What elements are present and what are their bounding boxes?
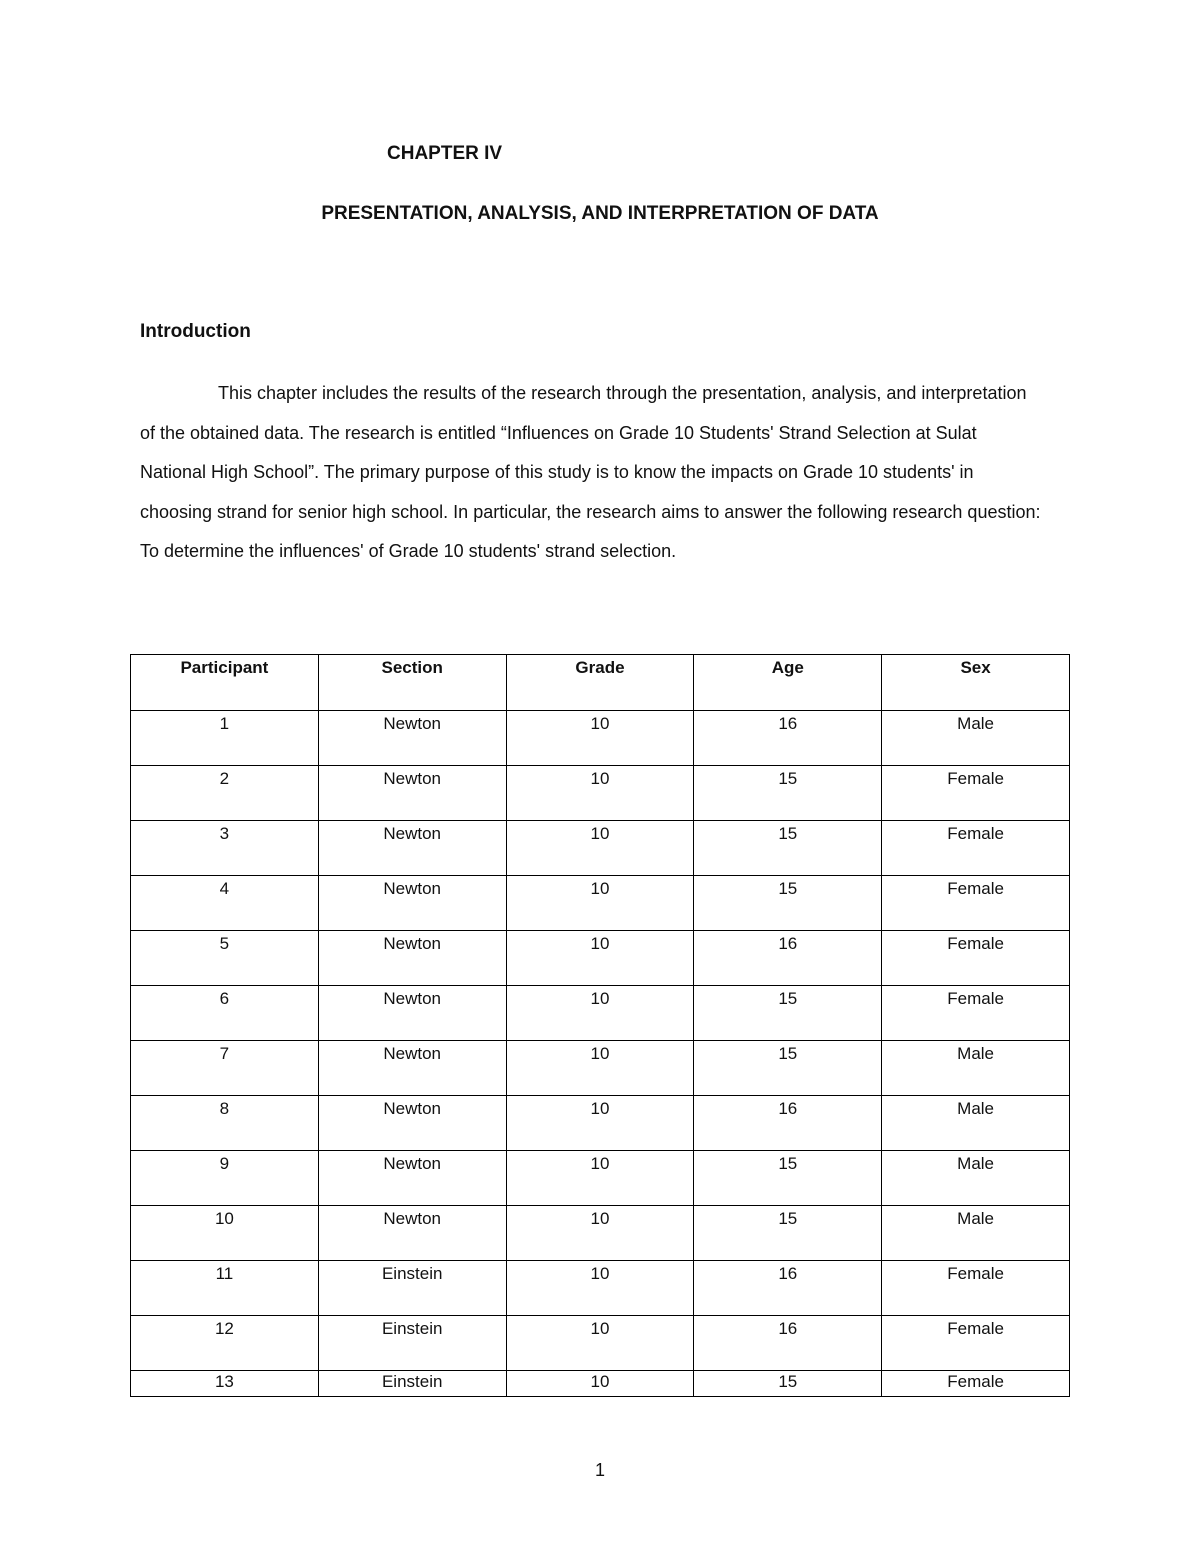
cell-section: Newton [318, 1096, 506, 1151]
header-sex: Sex [882, 655, 1070, 711]
cell-participant: 7 [131, 1041, 319, 1096]
cell-section: Einstein [318, 1371, 506, 1397]
cell-age: 15 [694, 1371, 882, 1397]
cell-participant: 9 [131, 1151, 319, 1206]
cell-section: Newton [318, 986, 506, 1041]
cell-section: Newton [318, 1151, 506, 1206]
cell-participant: 12 [131, 1316, 319, 1371]
cell-grade: 10 [506, 1316, 694, 1371]
cell-participant: 3 [131, 821, 319, 876]
cell-participant: 5 [131, 931, 319, 986]
cell-participant: 6 [131, 986, 319, 1041]
section-heading-introduction: Introduction [140, 321, 251, 342]
cell-grade: 10 [506, 821, 694, 876]
cell-sex: Female [882, 986, 1070, 1041]
introduction-paragraph: This chapter includes the results of the research through the presentation, analysis, and interpretation of the obtained data. The research is entitled “Influences on Grade 10 Students' Strand Selection at Sulat National High School”. The primary purpose of this study is to know the impacts on Grade 10 students' in choosing strand for senior high school. In particular, the research aims to answer the following research question: To determine the influences' of Grade 10 students' strand selection. [140, 383, 1041, 562]
table-row [131, 1316, 1070, 1371]
cell-grade: 10 [506, 766, 694, 821]
cell-grade: 10 [506, 1206, 694, 1261]
cell-participant: 8 [131, 1096, 319, 1151]
header-section: Section [318, 655, 506, 711]
cell-sex: Female [882, 766, 1070, 821]
cell-age: 15 [694, 821, 882, 876]
cell-sex: Male [882, 1041, 1070, 1096]
cell-section: Newton [318, 711, 506, 766]
table-row [131, 821, 1070, 876]
table-row [131, 711, 1070, 766]
table-row [131, 986, 1070, 1041]
cell-grade: 10 [506, 986, 694, 1041]
cell-participant: 4 [131, 876, 319, 931]
cell-age: 15 [694, 1206, 882, 1261]
cell-sex: Male [882, 1096, 1070, 1151]
cell-participant: 2 [131, 766, 319, 821]
cell-sex: Male [882, 711, 1070, 766]
cell-sex: Male [882, 1206, 1070, 1261]
cell-grade: 10 [506, 931, 694, 986]
cell-section: Newton [318, 1041, 506, 1096]
table-row [131, 1261, 1070, 1316]
header-grade: Grade [506, 655, 694, 711]
cell-age: 16 [694, 1316, 882, 1371]
cell-age: 16 [694, 711, 882, 766]
cell-section: Newton [318, 876, 506, 931]
cell-sex: Male [882, 1151, 1070, 1206]
cell-section: Einstein [318, 1261, 506, 1316]
table-header-row [131, 655, 1070, 711]
table-row [131, 876, 1070, 931]
cell-grade: 10 [506, 1096, 694, 1151]
cell-age: 16 [694, 1261, 882, 1316]
cell-grade: 10 [506, 1151, 694, 1206]
table-row [131, 1096, 1070, 1151]
cell-participant: 1 [131, 711, 319, 766]
cell-grade: 10 [506, 1041, 694, 1096]
cell-grade: 10 [506, 711, 694, 766]
cell-sex: Female [882, 1316, 1070, 1371]
table-row [131, 1041, 1070, 1096]
cell-age: 16 [694, 931, 882, 986]
table-row [131, 931, 1070, 986]
cell-age: 15 [694, 766, 882, 821]
cell-age: 15 [694, 1041, 882, 1096]
chapter-label: CHAPTER IV [387, 143, 503, 164]
cell-age: 15 [694, 1151, 882, 1206]
cell-section: Einstein [318, 1316, 506, 1371]
cell-grade: 10 [506, 876, 694, 931]
cell-grade: 10 [506, 1261, 694, 1316]
cell-sex: Female [882, 876, 1070, 931]
cell-age: 15 [694, 876, 882, 931]
chapter-title: PRESENTATION, ANALYSIS, AND INTERPRETATION OF DATA [321, 203, 879, 224]
table-row [131, 1206, 1070, 1261]
cell-age: 16 [694, 1096, 882, 1151]
cell-section: Newton [318, 1206, 506, 1261]
table-body [131, 711, 1070, 1397]
cell-sex: Female [882, 1261, 1070, 1316]
cell-sex: Female [882, 931, 1070, 986]
table-row [131, 1371, 1070, 1397]
header-age: Age [694, 655, 882, 711]
cell-age: 15 [694, 986, 882, 1041]
cell-section: Newton [318, 766, 506, 821]
cell-participant: 11 [131, 1261, 319, 1316]
cell-participant: 13 [131, 1371, 319, 1397]
page-number: 1 [594, 1460, 605, 1480]
participants-table [130, 654, 1070, 1397]
cell-sex: Female [882, 821, 1070, 876]
table-row [131, 1151, 1070, 1206]
header-participant: Participant [131, 655, 319, 711]
cell-grade: 10 [506, 1371, 694, 1397]
cell-section: Newton [318, 931, 506, 986]
cell-participant: 10 [131, 1206, 319, 1261]
cell-section: Newton [318, 821, 506, 876]
table-row [131, 766, 1070, 821]
cell-sex: Female [882, 1371, 1070, 1397]
